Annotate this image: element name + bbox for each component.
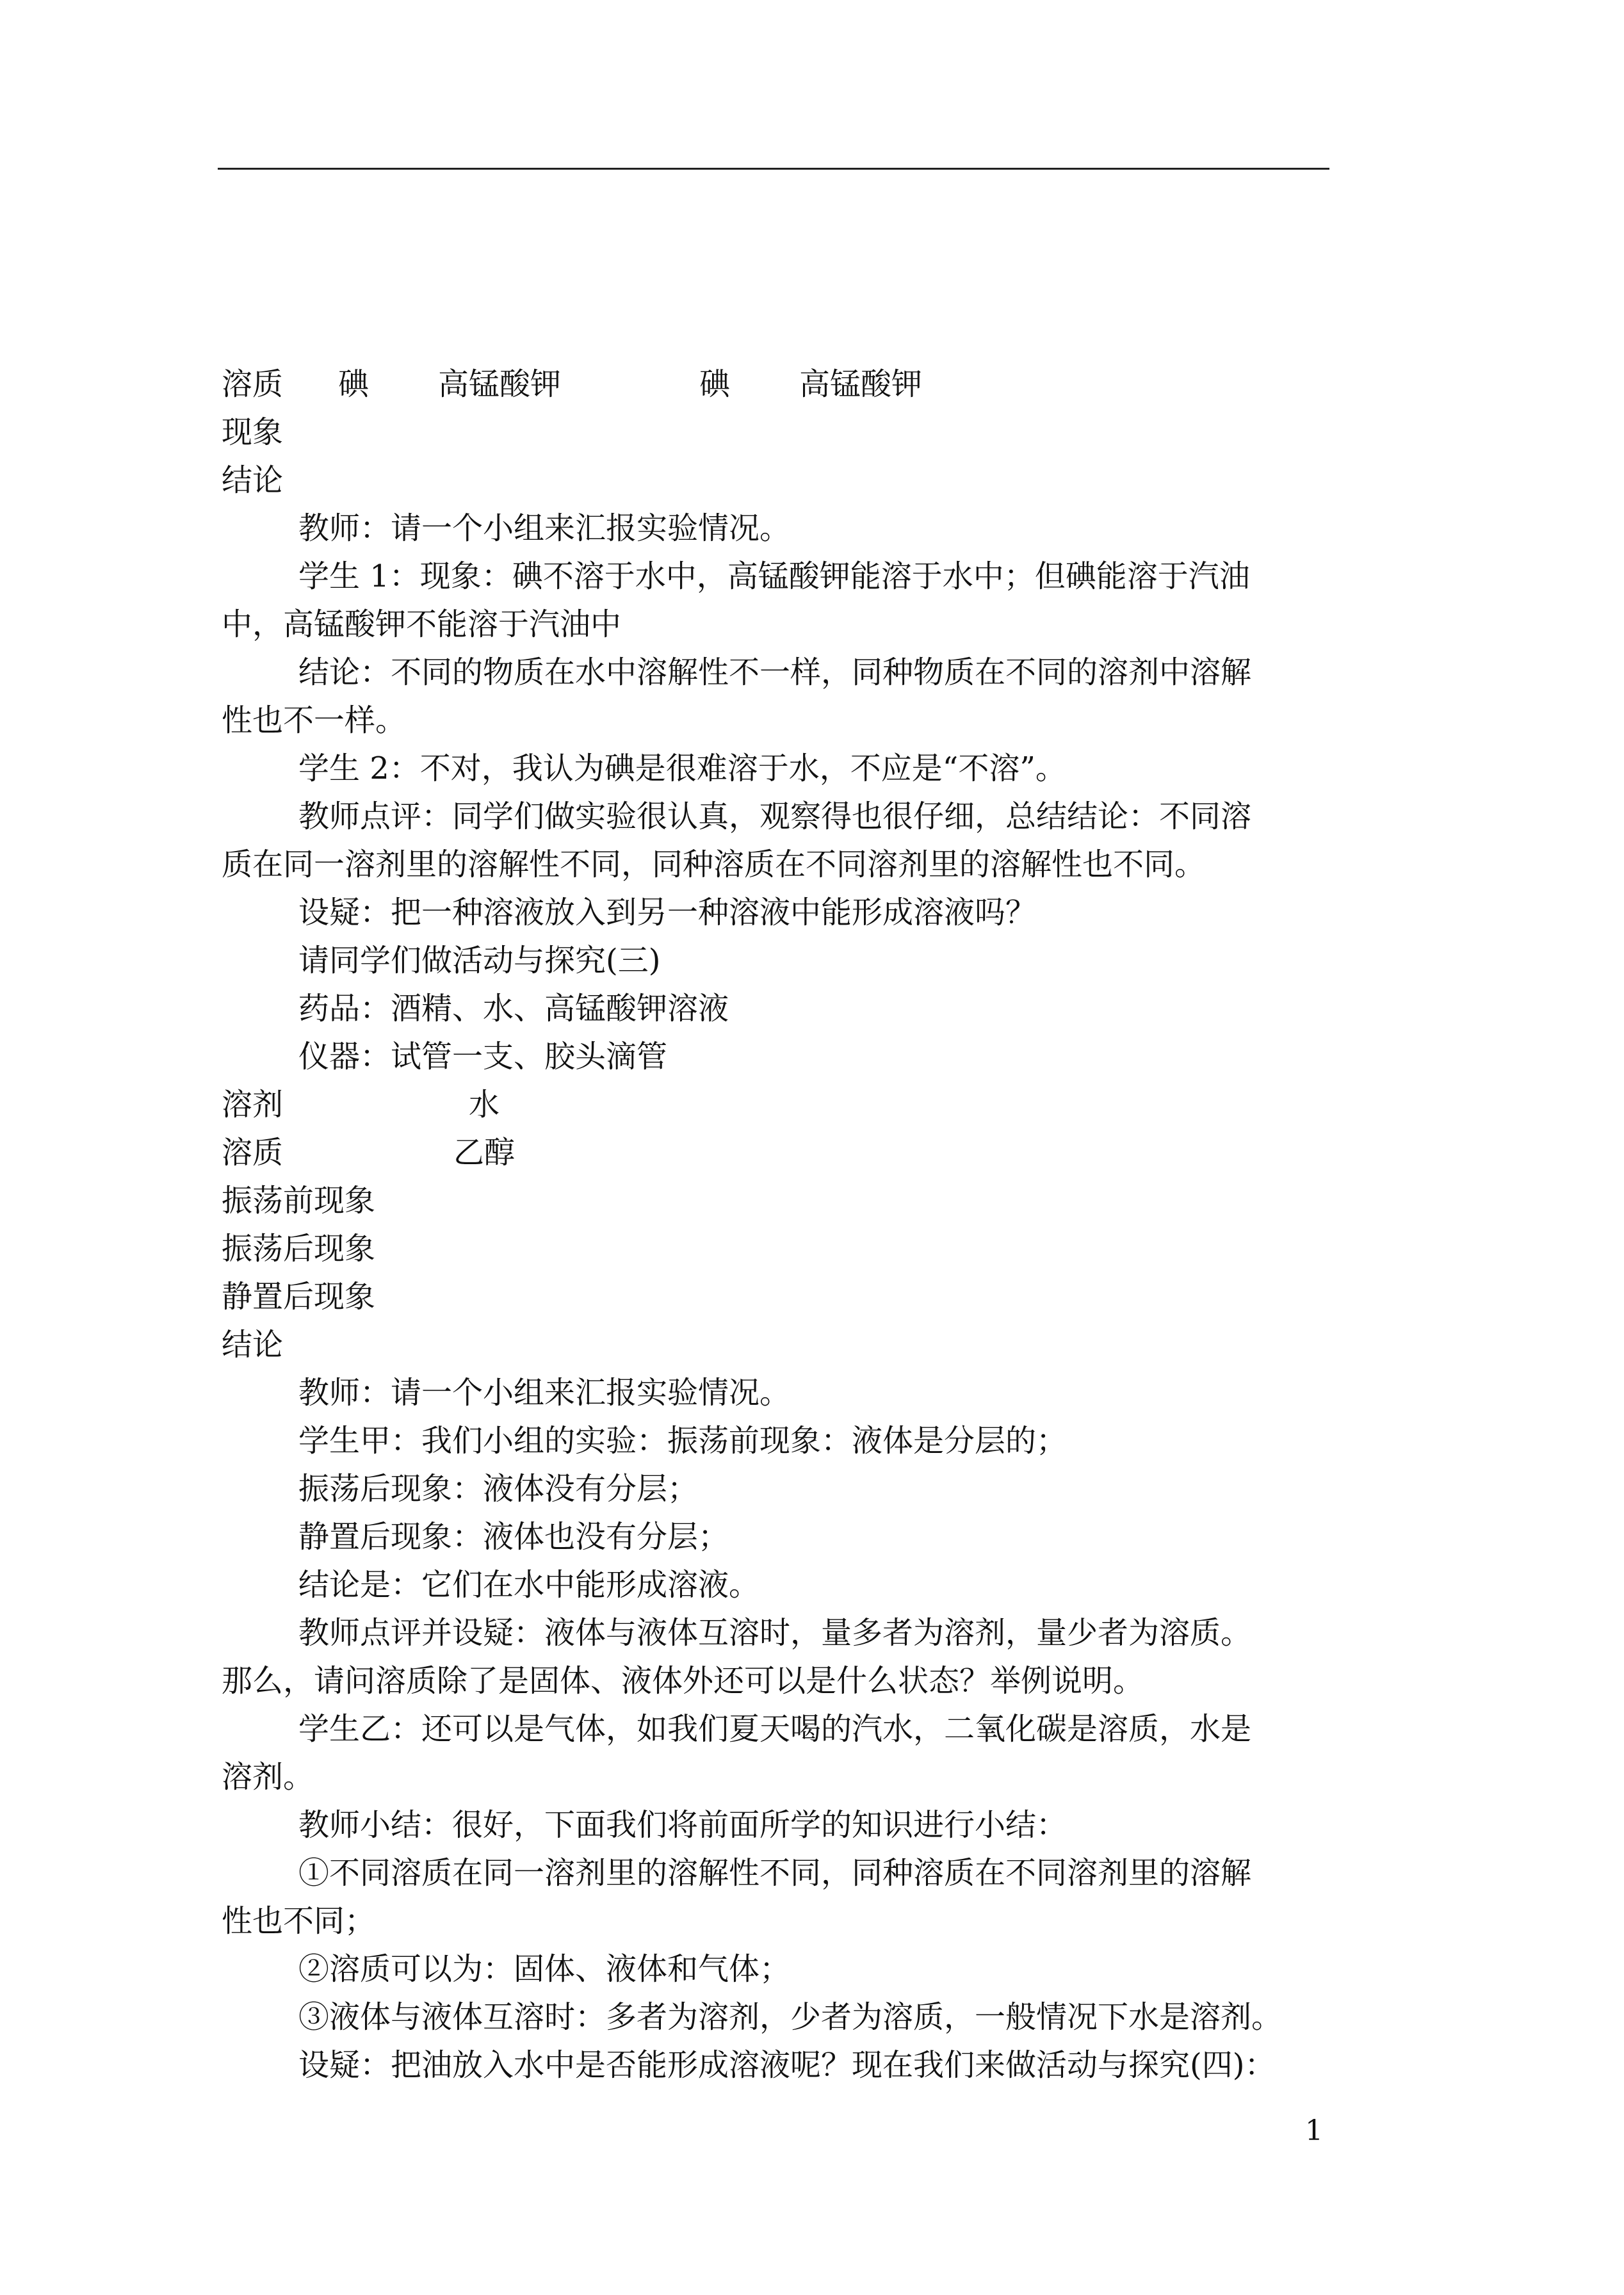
text-line: ②溶质可以为：固体、液体和气体；: [298, 1951, 791, 1987]
text-line: 学生乙：还可以是气体，如我们夏天喝的汽水，二氧化碳是溶质，水是: [298, 1711, 1252, 1747]
text-line: 结论是：它们在水中能形成溶液。: [298, 1567, 760, 1603]
text-line: 教师点评并设疑：液体与液体互溶时，量多者为溶剂，量少者为溶质。: [298, 1615, 1252, 1651]
text-line: 设疑：把一种溶液放入到另一种溶液中能形成溶液吗？: [298, 895, 1037, 930]
page-number: 1: [1305, 2114, 1323, 2147]
table2-row: 静置后现象: [222, 1279, 376, 1315]
table1-row-conclusion: 结论: [222, 462, 284, 498]
text-line: 教师：请一个小组来汇报实验情况。: [298, 1375, 791, 1411]
table2-solvent-label: 溶剂: [222, 1087, 284, 1123]
text-line: 药品：酒精、水、高锰酸钾溶液: [298, 991, 729, 1026]
text-line: 教师：请一个小组来汇报实验情况。: [298, 510, 791, 546]
table1-column-3: 碘: [699, 366, 731, 402]
text-line: 性也不同；: [222, 1903, 376, 1939]
text-line: ③液体与液体互溶时：多者为溶剂，少者为溶质，一般情况下水是溶剂。: [298, 1999, 1283, 2035]
table2-row: 振荡前现象: [222, 1183, 376, 1219]
text-line: 学生 1：现象：碘不溶于水中，高锰酸钾能溶于水中；但碘能溶于汽油: [298, 558, 1250, 594]
text-line: 振荡后现象：液体没有分层；: [298, 1471, 699, 1507]
text-line: 教师小结：很好，下面我们将前面所学的知识进行小结：: [298, 1807, 1068, 1843]
table1-column-4: 高锰酸钾: [799, 366, 923, 402]
text-line: 请同学们做活动与探究(三): [298, 943, 661, 978]
text-line: 中，高锰酸钾不能溶于汽油中: [222, 606, 622, 642]
text-line: 学生 2：不对，我认为碘是很难溶于水，不应是“不溶”。: [298, 750, 1066, 786]
table1-row-phenomenon: 现象: [222, 414, 284, 450]
text-line: 静置后现象：液体也没有分层；: [298, 1519, 729, 1555]
text-line: 设疑：把油放入水中是否能形成溶液呢？现在我们来做活动与探究(四)：: [298, 2047, 1276, 2083]
text-line: 那么，请问溶质除了是固体、液体外还可以是什么状态？举例说明。: [222, 1663, 1144, 1699]
text-line: 学生甲：我们小组的实验：振荡前现象：液体是分层的；: [298, 1423, 1068, 1459]
text-line: 仪器：试管一支、胶头滴管: [298, 1039, 668, 1075]
text-line: ①不同溶质在同一溶剂里的溶解性不同，同种溶质在不同溶剂里的溶解: [298, 1855, 1252, 1891]
table2-row: 结论: [222, 1327, 284, 1363]
table1-column-1: 碘: [338, 366, 369, 402]
header-rule: [218, 168, 1329, 170]
table2-row: 振荡后现象: [222, 1231, 376, 1267]
text-line: 结论：不同的物质在水中溶解性不一样，同种物质在不同的溶剂中溶解: [298, 654, 1252, 690]
table1-header-label: 溶质: [222, 366, 284, 402]
table2-solute-value: 乙醇: [453, 1135, 516, 1171]
table2-solute-label: 溶质: [222, 1135, 284, 1171]
table2-solvent-value: 水: [469, 1087, 500, 1123]
text-line: 质在同一溶剂里的溶解性不同，同种溶质在不同溶剂里的溶解性也不同。: [222, 847, 1206, 882]
table1-column-2: 高锰酸钾: [438, 366, 562, 402]
text-line: 教师点评：同学们做实验很认真，观察得也很仔细，总结结论：不同溶: [298, 799, 1252, 834]
text-line: 性也不一样。: [222, 702, 407, 738]
text-line: 溶剂。: [222, 1759, 314, 1795]
